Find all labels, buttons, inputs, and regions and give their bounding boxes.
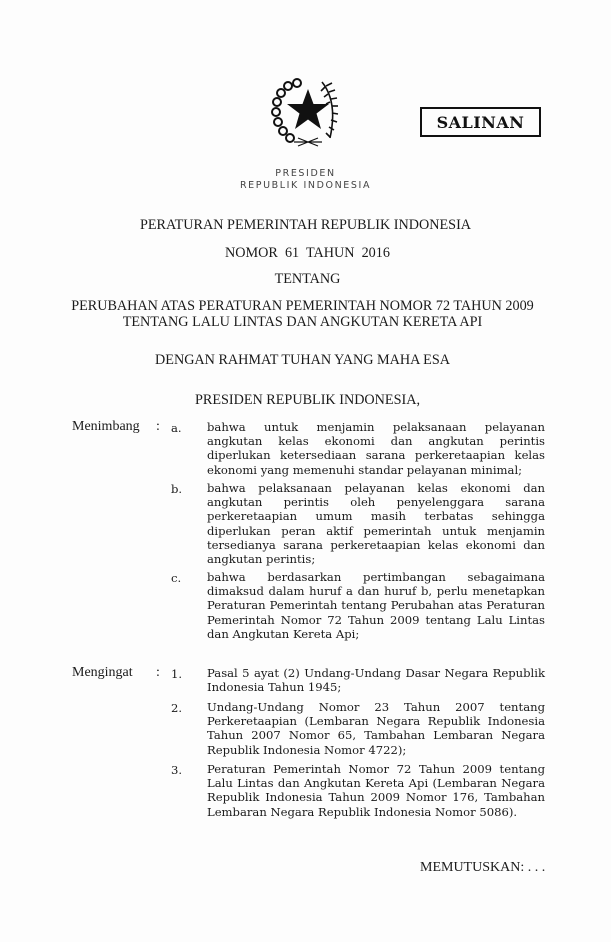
issuer-line: PRESIDEN REPUBLIK INDONESIA, bbox=[194, 392, 421, 408]
mengingat-label: Mengingat bbox=[72, 665, 133, 680]
item-marker: b. bbox=[171, 482, 183, 496]
mengingat-item-2: Undang-Undang Nomor 23 Tahun 2007 tentang Perkeretaapian (Lembaran Negara Republik Indonesia Tahun 2007 Nomor 65, Tambahan Lembaran Negara Republik Indonesia Nomor 4722); bbox=[207, 700, 545, 757]
item-marker: a. bbox=[171, 421, 182, 435]
item-marker: c. bbox=[171, 571, 182, 585]
invocation: DENGAN RAHMAT TUHAN YANG MAHA ESA bbox=[155, 352, 450, 368]
menimbang-item-a: bahwa untuk menjamin pelaksanaan pelayanan angkutan kelas ekonomi dan angkutan perintis diperlukan ketersediaan sarana perkeretaapian kelas ekonomi yang memenuhi standar pelayanan minimal; bbox=[207, 420, 545, 477]
salinan-stamp: SALINAN bbox=[420, 107, 541, 137]
menimbang-label: Menimbang bbox=[72, 419, 140, 434]
item-marker: 1. bbox=[171, 667, 183, 681]
regulation-title: PERATURAN PEMERINTAH REPUBLIK INDONESIA bbox=[139, 217, 472, 233]
menimbang-item-c: bahwa berdasarkan pertimbangan sebagaimana dimaksud dalam huruf a dan huruf b, perlu menetapkan Peraturan Pemerintah tentang Perubahan atas Peraturan Pemerintah Nomor 72 Tahun 2009 tentang Lalu Lintas dan Angkutan Kereta Api; bbox=[207, 570, 545, 641]
mengingat-colon: : bbox=[156, 665, 160, 680]
tentang-heading: TENTANG bbox=[274, 271, 341, 287]
mengingat-item-1: Pasal 5 ayat (2) Undang-Undang Dasar Negara Republik Indonesia Tahun 1945; bbox=[207, 666, 545, 695]
garuda-star-emblem-icon bbox=[268, 72, 348, 152]
continuation-marker: MEMUTUSKAN: . . . bbox=[420, 860, 546, 875]
menimbang-item-b: bahwa pelaksanaan pelayanan kelas ekonomi dan angkutan perintis oleh penyelenggara sarana perkeretaapian umum masih terbatas sehingga diperlukan peran aktif pemerintah untuk menjamin tersedianya sarana perkeretaapian kelas ekonomi dan angkutan perintis; bbox=[207, 481, 545, 567]
item-marker: 2. bbox=[171, 701, 183, 715]
menimbang-colon: : bbox=[156, 419, 160, 434]
item-marker: 3. bbox=[171, 763, 183, 777]
mengingat-item-3: Peraturan Pemerintah Nomor 72 Tahun 2009 tentang Lalu Lintas dan Angkutan Kereta Api (Lembaran Negara Republik Indonesia Tahun 2009 Nomor 176, Tambahan Lembaran Negara Republik Indonesia Nomor 5086). bbox=[207, 762, 545, 819]
institution-line-republik: REPUBLIK INDONESIA bbox=[239, 180, 372, 191]
institution-line-presiden: PRESIDEN bbox=[275, 168, 336, 179]
regulation-subject-line1: PERUBAHAN ATAS PERATURAN PEMERINTAH NOMOR 72 TAHUN 2009 bbox=[71, 298, 534, 314]
regulation-subject-line2: TENTANG LALU LINTAS DAN ANGKUTAN KERETA API bbox=[122, 314, 483, 330]
regulation-number: NOMOR 61 TAHUN 2016 bbox=[225, 245, 390, 261]
